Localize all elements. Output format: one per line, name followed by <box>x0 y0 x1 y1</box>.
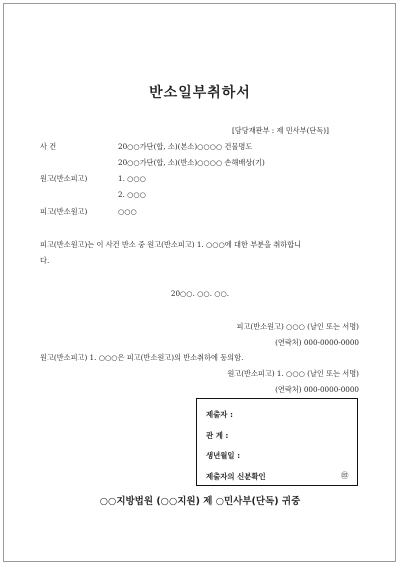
defendant-label: 피고(반소원고) <box>40 207 88 216</box>
plaintiff-label: 원고(반소피고) <box>40 174 88 183</box>
body-text-line-1: 피고(반소원고)는 이 사건 반소 중 원고(반소피고) 1. ○○○에 대한 부분을 취하합니 <box>40 240 302 249</box>
submitter-box <box>196 398 358 486</box>
court-footer: ○○지방법원 (○○지원) 제 ○민사부(단독) 귀중 <box>99 496 301 507</box>
case-line-1: 20○○가단(합, 소)(본소)○○○○ 건물명도 <box>118 142 253 151</box>
plaintiff-contact: (연락처) 000-0000-0000 <box>275 385 359 394</box>
defendant-name: ○○○ <box>118 207 137 216</box>
document-title: 반소일부취하서 <box>149 85 251 101</box>
plaintiff-2: 2. ○○○ <box>118 190 146 199</box>
body-text-line-2: 다. <box>40 256 50 265</box>
case-line-2: 20○○가단(합, 소)(반소)○○○○ 손해배상(기) <box>118 158 265 167</box>
court-division: [담당재판부 : 제 민사부(단독)] <box>232 126 329 135</box>
plaintiff-1: 1. ○○○ <box>118 174 146 183</box>
seal-mark: ㊞ <box>341 471 349 480</box>
case-label: 사 건 <box>40 142 57 151</box>
document-date: 20○○. ○○. ○○. <box>170 289 230 298</box>
birthdate-field: 생년월일 : <box>206 451 241 460</box>
submitter-field: 제출자 : <box>206 410 233 419</box>
id-check-field: 제출자의 신분확인 <box>206 472 266 481</box>
consent-statement: 원고(반소피고) 1. ○○○은 피고(반소원고)의 반소취하에 동의함. <box>40 353 244 362</box>
plaintiff-signature: 원고(반소피고) 1. ○○○ (날인 또는 서명) <box>227 369 359 378</box>
relation-field: 관 계 : <box>206 431 229 440</box>
defendant-signature: 피고(반소원고) ○○○ (날인 또는 서명) <box>236 322 359 331</box>
defendant-contact: (연락처) 000-0000-0000 <box>275 338 359 347</box>
